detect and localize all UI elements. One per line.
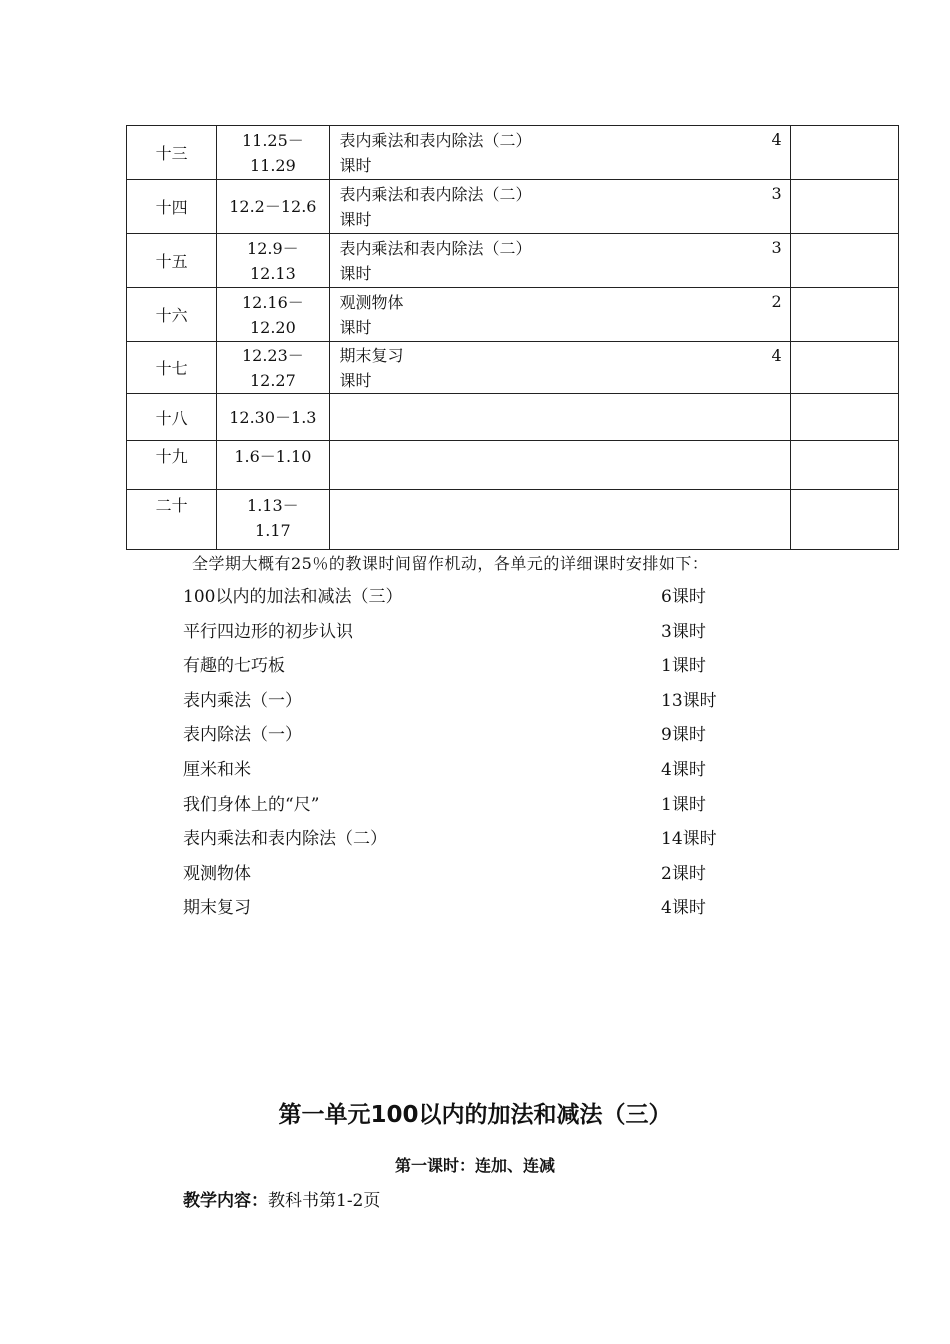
date-cell (217, 394, 329, 441)
note-cell (790, 394, 898, 441)
date-start: 12.23－ (241, 345, 304, 365)
content-cell (329, 441, 790, 490)
date-end: 12.27 (249, 370, 296, 390)
content-title: 表内乘法和表内除法（二） (339, 238, 532, 258)
table-row (127, 180, 899, 234)
unit-name: 100以内的加法和减法（三） (183, 587, 403, 607)
note-cell (790, 441, 898, 490)
week-cell: 十七 (127, 342, 217, 394)
content-cell (329, 288, 790, 342)
content-title: 观测物体 (339, 292, 404, 312)
unit-name: 表内乘法（一） (183, 690, 302, 711)
allocation-intro: 全学期大概有25％的教课时间留作机动，各单元的详细课时安排如下： (192, 554, 709, 573)
note-cell (790, 234, 898, 288)
list-item (183, 896, 743, 931)
unit-hours: 1课时 (661, 794, 706, 815)
content-hours: 3 (771, 184, 782, 203)
unit-hours: 6课时 (661, 587, 706, 607)
content-cell (329, 394, 790, 441)
content-hours: 4 (771, 130, 782, 149)
week-cell: 十六 (127, 288, 217, 342)
date-start: 12.2－12.6 (229, 197, 317, 216)
note-cell (790, 180, 898, 234)
list-item (183, 862, 743, 897)
date-cell (217, 180, 329, 234)
content-title: 表内乘法和表内除法（二） (339, 130, 532, 150)
content-unit: 课时 (339, 209, 372, 229)
unit-name: 我们身体上的“尺” (183, 794, 320, 815)
content-title: 期末复习 (339, 345, 404, 365)
unit-hours: 13课时 (661, 690, 717, 711)
week-cell: 十五 (127, 234, 217, 288)
content-cell (329, 126, 790, 180)
unit-name: 有趣的七巧板 (183, 656, 285, 677)
date-cell (217, 234, 329, 288)
content-unit: 课时 (339, 155, 372, 175)
unit-hours: 2课时 (661, 863, 706, 884)
unit-hours: 14课时 (661, 829, 717, 850)
list-item (183, 793, 743, 828)
content-hours: 3 (771, 238, 782, 257)
unit-hours: 9课时 (661, 725, 706, 746)
date-start: 1.13－ (247, 496, 299, 515)
table-row (127, 394, 899, 441)
date-end: 12.13 (249, 263, 296, 283)
unit-name: 表内乘法和表内除法（二） (183, 829, 387, 850)
unit-name: 表内除法（一） (183, 725, 302, 746)
content-cell (329, 180, 790, 234)
unit-hours: 4课时 (661, 759, 706, 780)
list-item (183, 758, 743, 793)
week-cell: 十四 (127, 180, 217, 234)
week-cell: 十三 (127, 126, 217, 180)
note-cell (790, 490, 898, 550)
list-item (183, 585, 743, 620)
note-cell (790, 342, 898, 394)
schedule-table (126, 125, 899, 550)
date-cell (217, 126, 329, 180)
list-item (183, 620, 743, 655)
unit-hours-list (183, 585, 743, 931)
list-item (183, 689, 743, 724)
list-item (183, 654, 743, 689)
date-start: 12.30－1.3 (229, 407, 317, 427)
table-row (127, 490, 899, 550)
week-cell: 二十 (127, 490, 217, 550)
date-end: 11.29 (249, 155, 296, 175)
teaching-content-value: 教科书第1-2页 (268, 1191, 381, 1211)
date-cell (217, 342, 329, 394)
unit-name: 平行四边形的初步认识 (183, 621, 353, 642)
note-cell (790, 126, 898, 180)
unit-name: 观测物体 (183, 863, 251, 884)
table-row (127, 441, 899, 490)
content-title: 表内乘法和表内除法（二） (339, 184, 532, 204)
table-row (127, 342, 899, 394)
date-start: 11.25－ (241, 130, 304, 150)
table-row (127, 126, 899, 180)
unit-hours: 3课时 (661, 621, 706, 642)
content-cell (329, 490, 790, 550)
list-item (183, 827, 743, 862)
date-cell (217, 288, 329, 342)
content-unit: 课时 (339, 370, 372, 390)
content-hours: 4 (771, 346, 782, 365)
content-cell (329, 234, 790, 288)
unit-title: 第一单元100以内的加法和减法（三） (278, 1102, 672, 1128)
list-item (183, 723, 743, 758)
teaching-content (183, 1186, 380, 1211)
date-cell (217, 441, 329, 490)
date-start: 12.9－ (247, 238, 299, 258)
week-cell: 十八 (127, 394, 217, 441)
unit-hours: 4课时 (661, 898, 706, 919)
unit-name: 期末复习 (183, 898, 251, 919)
unit-hours: 1课时 (661, 656, 706, 677)
content-unit: 课时 (339, 263, 372, 283)
table-row (127, 288, 899, 342)
week-cell: 十九 (127, 441, 217, 490)
note-cell (790, 288, 898, 342)
unit-name: 厘米和米 (183, 759, 251, 780)
content-unit: 课时 (339, 317, 372, 337)
lesson-title: 第一课时：连加、连减 (394, 1156, 555, 1175)
date-end: 12.20 (249, 317, 296, 337)
content-cell (329, 342, 790, 394)
date-start: 1.6－1.10 (234, 447, 312, 466)
date-cell (217, 490, 329, 550)
date-end: 1.17 (255, 521, 291, 540)
content-hours: 2 (771, 292, 782, 311)
date-start: 12.16－ (241, 292, 304, 312)
teaching-content-label: 教学内容： (183, 1191, 268, 1211)
table-row (127, 234, 899, 288)
